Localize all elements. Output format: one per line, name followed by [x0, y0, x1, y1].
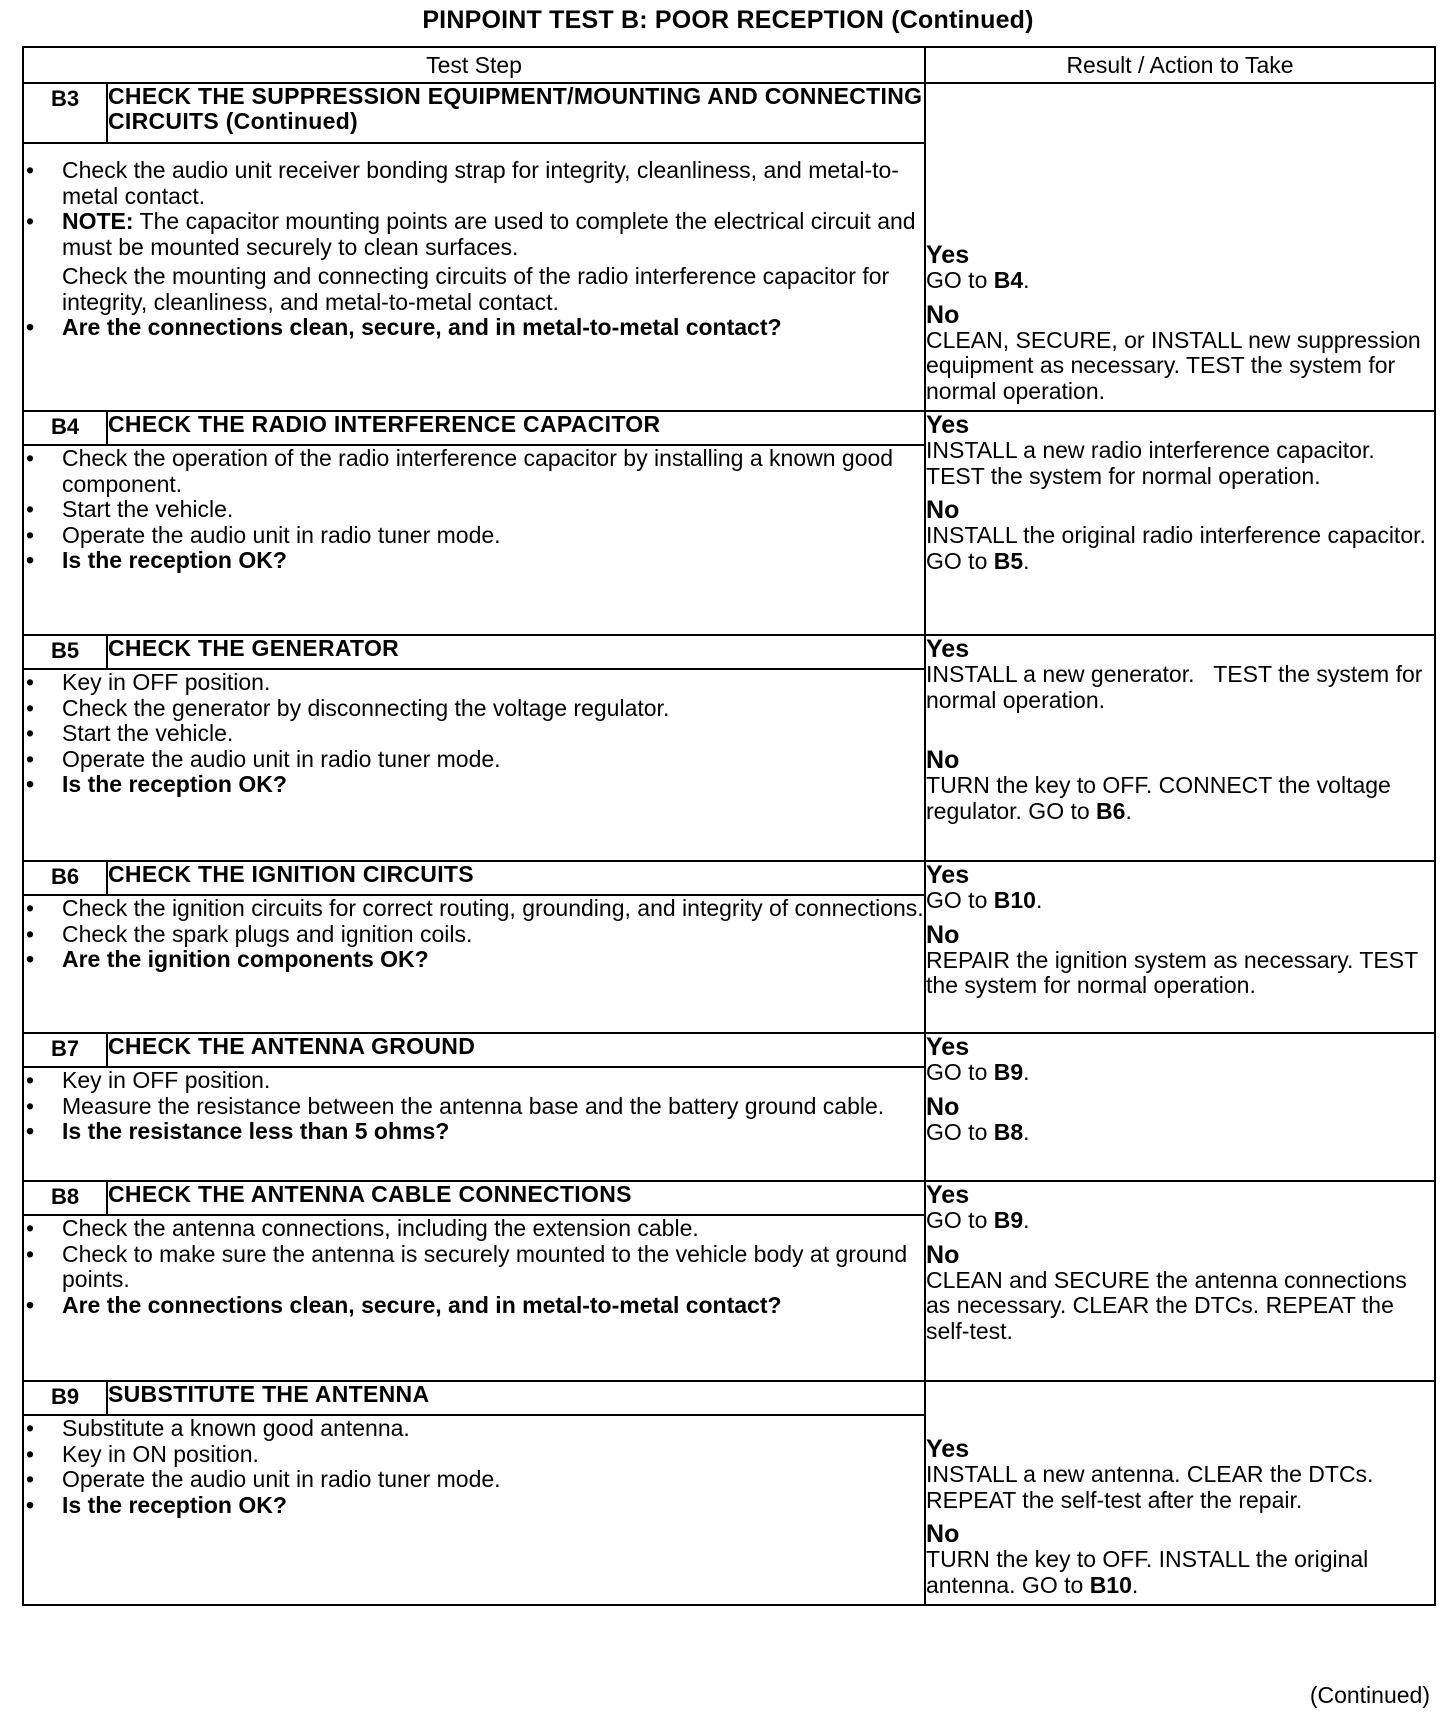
step-b8-title-row — [23, 1181, 1435, 1215]
step-id: B3 — [23, 83, 107, 143]
step-b9-result: Yes INSTALL a new antenna. CLEAR the DTCs. REPEAT the self-test after the repair. No TURN the key to OFF. INSTALL the original antenna. GO to B10. — [925, 1381, 1435, 1605]
yes-text: GO to — [926, 1059, 988, 1085]
bullet: • Operate the audio unit in radio tuner mode. — [24, 747, 924, 773]
bullet-question: • Is the reception OK? — [24, 548, 924, 574]
bullet: • Start the vehicle. — [24, 497, 924, 523]
bullet-continuation: Check the mounting and connecting circuits of the radio interference capacitor for integrity, cleanliness, and metal-to-metal contact. — [62, 263, 890, 315]
yes-label: Yes — [926, 241, 970, 269]
no-text: TURN the key to OFF. INSTALL the original antenna. GO to — [926, 1546, 1369, 1598]
table-header-row — [23, 47, 1435, 83]
no-text: GO to — [926, 1118, 988, 1145]
step-title: CHECK THE GENERATOR — [107, 635, 925, 669]
step-id: B4 — [23, 411, 107, 445]
step-body — [23, 1215, 925, 1381]
yes-text: INSTALL a new antenna. CLEAR the DTCs. REPEAT the self-test after the repair. — [926, 1461, 1374, 1513]
bullet: • Operate the audio unit in radio tuner mode. — [24, 1467, 924, 1493]
bullet: • Check the spark plugs and ignition coils. — [24, 922, 924, 948]
no-ref: B10 — [1089, 1571, 1132, 1598]
no-label: No — [926, 300, 960, 329]
no-text: TURN the key to OFF. CONNECT the voltage regulator. GO to — [926, 772, 1391, 824]
step-b7-title-row — [23, 1033, 1435, 1067]
step-b4-title-row — [23, 411, 1435, 445]
step-title: CHECK THE SUPPRESSION EQUIPMENT/MOUNTING AND CONNECTING CIRCUITS (Continued) — [107, 83, 925, 143]
note-text: The capacitor mounting points are used to complete the electrical circuit and must be mounted securely to clean surfaces. — [62, 208, 916, 260]
no-ref: B5 — [993, 547, 1024, 574]
step-title: SUBSTITUTE THE ANTENNA — [107, 1381, 925, 1415]
step-b6-result: Yes GO to B10. No REPAIR the ignition system as necessary. TEST the system for normal operation. — [925, 861, 1435, 1033]
bullet: • Check the ignition circuits for correct routing, grounding, and integrity of connections. — [24, 896, 924, 922]
bullet: • Substitute a known good antenna. — [24, 1416, 924, 1442]
yes-label: Yes — [926, 1435, 970, 1463]
step-title: CHECK THE ANTENNA CABLE CONNECTIONS — [107, 1181, 925, 1215]
step-title: CHECK THE ANTENNA GROUND — [107, 1033, 925, 1067]
step-b6-title-row — [23, 861, 1435, 895]
yes-text: INSTALL a new generator. TEST the system for normal operation. — [926, 661, 1429, 713]
no-label: No — [926, 1092, 960, 1121]
bullet: • Check the generator by disconnecting the voltage regulator. — [24, 696, 924, 722]
bullet: • Operate the audio unit in radio tuner mode. — [24, 523, 924, 549]
yes-label: Yes — [926, 411, 970, 439]
bullet: • Measure the resistance between the antenna base and the battery ground cable. — [24, 1094, 924, 1120]
yes-ref: B10 — [993, 887, 1036, 913]
bullet: • Key in OFF position. — [24, 1068, 924, 1094]
continued-footer: (Continued) — [1309, 1682, 1430, 1708]
no-label: No — [926, 1520, 960, 1548]
bullet: • Start the vehicle. — [24, 721, 924, 747]
no-ref: B8 — [993, 1118, 1024, 1145]
step-body — [23, 895, 925, 1033]
step-body — [23, 1067, 925, 1181]
bullet-note — [24, 209, 924, 260]
step-b3-title-row — [23, 83, 1435, 143]
yes-text: GO to — [926, 267, 988, 293]
bullet-question: • Is the reception OK? — [24, 772, 924, 798]
bullet-question: • Are the ignition components OK? — [24, 947, 924, 973]
no-label: No — [926, 746, 960, 774]
step-body — [23, 143, 925, 411]
step-id: B5 — [23, 635, 107, 669]
bullet-question: • Are the connections clean, secure, and in metal-to-metal contact? — [24, 315, 924, 341]
bullet: • Check the audio unit receiver bonding strap for integrity, cleanliness, and metal-to-metal contact. — [24, 158, 924, 209]
no-text: REPAIR the ignition system as necessary. TEST the system for normal operation. — [926, 946, 1418, 998]
no-label: No — [926, 920, 960, 949]
step-b5-result: Yes INSTALL a new generator. TEST the system for normal operation. No TURN the key to OFF. CONNECT the voltage regulator. GO to B6. — [925, 635, 1435, 861]
step-b4-result: Yes INSTALL a new radio interference capacitor. TEST the system for normal operation. No INSTALL the original radio interference capacitor. GO to B5. — [925, 411, 1435, 635]
bullet: • Key in OFF position. — [24, 670, 924, 696]
header-result: Result / Action to Take — [925, 47, 1435, 83]
yes-text: INSTALL a new radio interference capacitor. TEST the system for normal operation. — [926, 437, 1375, 489]
yes-label: Yes — [926, 635, 970, 663]
bullet: • Check to make sure the antenna is securely mounted to the vehicle body at ground points. — [24, 1242, 924, 1293]
step-title: CHECK THE IGNITION CIRCUITS — [107, 861, 925, 895]
bullet: • Check the antenna connections, including the extension cable. — [24, 1216, 924, 1242]
pinpoint-test-table — [22, 46, 1436, 1606]
step-body — [23, 669, 925, 861]
page-title: PINPOINT TEST B: POOR RECEPTION (Continued) — [422, 6, 1034, 34]
bullet-question: • Is the resistance less than 5 ohms? — [24, 1119, 924, 1145]
no-text: CLEAN and SECURE the antenna connections as necessary. CLEAR the DTCs. REPEAT the self-test. — [926, 1266, 1407, 1344]
yes-text: GO to — [926, 887, 988, 913]
bullet-question: • Is the reception OK? — [24, 1493, 924, 1519]
step-title: CHECK THE RADIO INTERFERENCE CAPACITOR — [107, 411, 925, 445]
step-body — [23, 1415, 925, 1605]
yes-label: Yes — [926, 1181, 970, 1209]
bullet-question: • Are the connections clean, secure, and in metal-to-metal contact? — [24, 1293, 924, 1319]
bullet: • Key in ON position. — [24, 1442, 924, 1468]
step-b8-result: Yes GO to B9. No CLEAN and SECURE the antenna connections as necessary. CLEAR the DTCs. REPEAT the self-test. — [925, 1181, 1435, 1381]
no-ref: B6 — [1096, 797, 1126, 824]
step-id: B9 — [23, 1381, 107, 1415]
step-id: B8 — [23, 1181, 107, 1215]
bullet: • Check the operation of the radio interference capacitor by installing a known good component. — [24, 446, 924, 497]
step-id: B6 — [23, 861, 107, 895]
yes-label: Yes — [926, 861, 970, 889]
step-id: B7 — [23, 1033, 107, 1067]
step-b9-title-row — [23, 1381, 1435, 1415]
step-b3-result: Yes GO to B4. No CLEAN, SECURE, or INSTALL new suppression equipment as necessary. TEST the system for normal operation. — [925, 83, 1435, 411]
step-body — [23, 445, 925, 635]
no-label: No — [926, 496, 960, 524]
step-b7-result: Yes GO to B9. No GO to B8. — [925, 1033, 1435, 1181]
note-label: NOTE: — [62, 208, 134, 234]
no-label: No — [926, 1240, 960, 1269]
yes-ref: B9 — [993, 1059, 1024, 1085]
yes-text: GO to — [926, 1207, 988, 1233]
yes-label: Yes — [926, 1033, 970, 1061]
header-test-step: Test Step — [23, 47, 925, 83]
no-text: INSTALL the original radio interference capacitor. GO to — [926, 522, 1426, 574]
yes-ref: B9 — [993, 1207, 1024, 1233]
no-text: CLEAN, SECURE, or INSTALL new suppression equipment as necessary. TEST the system for normal operation. — [926, 326, 1421, 404]
yes-ref: B4 — [993, 267, 1024, 293]
step-b5-title-row — [23, 635, 1435, 669]
